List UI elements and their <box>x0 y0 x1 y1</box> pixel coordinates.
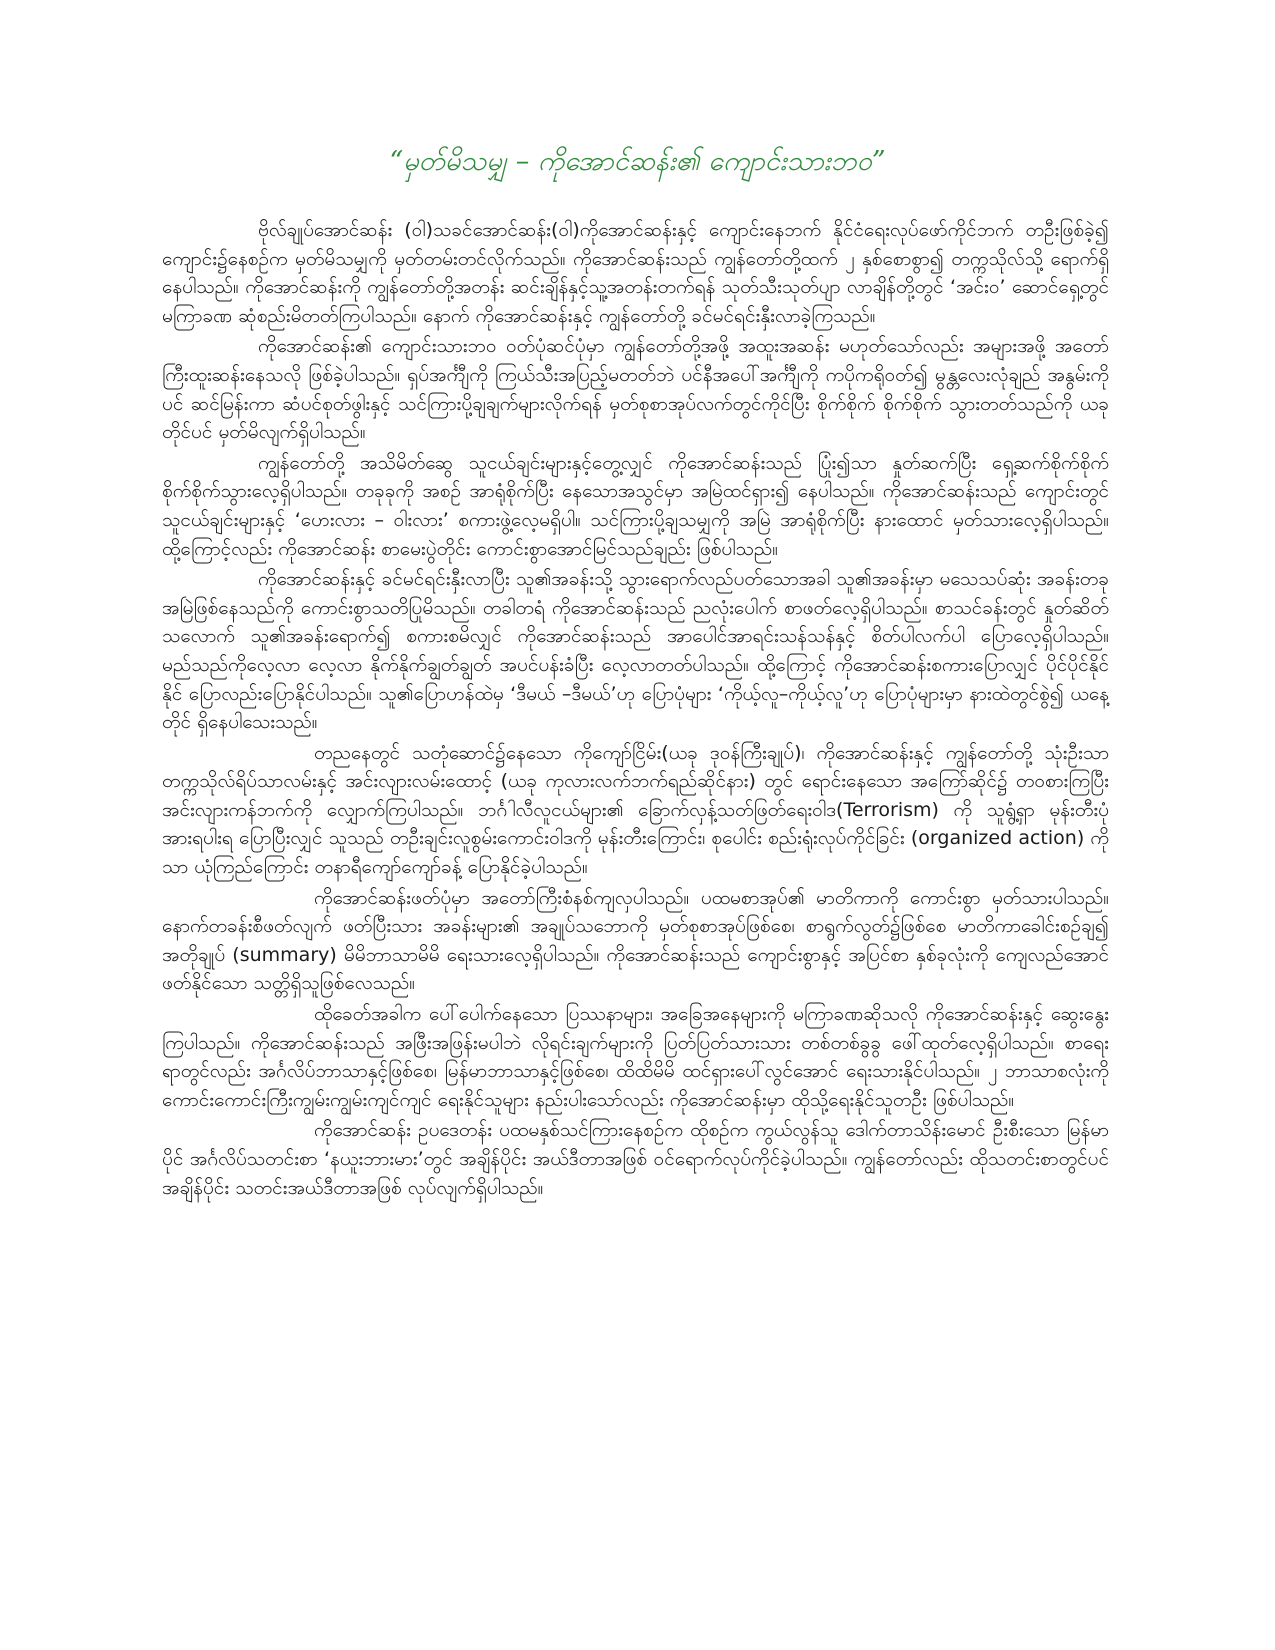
paragraph-7: ထိုခေတ်အခါက ပေါ်ပေါက်နေသော ပြဿနာများ၊ အခြေအနေများကို မကြာခဏဆိုသလို ကိုအောင်ဆန်းနှင့် ဆွေးနွေးကြပါသည်။ ကိုအောင်ဆန်းသည် အဖြီးအဖြန်းမပါဘဲ လိုရင်းချက်များကို ပြတ်ပြတ်သားသား တစ်တစ်ခွခွ ဖေါ်ထုတ်လေ့ရှိပါသည်။ စာရေးရာတွင်လည်း အင်္ဂလိပ်ဘာသာနှင့်ဖြစ်စေ၊ မြန်မာဘာသာနှင့်ဖြစ်စေ၊ ထိထိမိမိ ထင်ရှားပေါ်လွင်အောင် ရေးသားနိုင်ပါသည်။ ၂ ဘာသာစလုံးကို ကောင်းကောင်းကြီးကျွမ်းကျွမ်းကျင်ကျင် ရေးနိုင်သူများ နည်းပါးသော်လည်း ကိုအောင်ဆန်းမှာ ထိုသို့ရေးနိုင်သူတဦး ဖြစ်ပါသည်။ <box>162 1003 1109 1111</box>
paragraph-8: ကိုအောင်ဆန်း ဥပဒေတန်း ပထမနှစ်သင်ကြားနေစဉ်က ထိုစဉ်က ကွယ်လွန်သူ ဒေါက်တာသိန်းမောင် ဦးစီးသော မြန်မာပိုင် အင်္ဂလိပ်သတင်းစာ ‘နယူးဘားမား’တွင် အချိန်ပိုင်း အယ်ဒီတာအဖြစ် ဝင်ရောက်လုပ်ကိုင်ခဲ့ပါသည်။ ကျွန်တော်လည်း ထိုသတင်းစာတွင်ပင် အချိန်ပိုင်း သတင်းအယ်ဒီတာအဖြစ် လုပ်လျက်ရှိပါသည်။ <box>162 1119 1109 1199</box>
paragraph-1: ဗိုလ်ချုပ်အောင်ဆန်း (ဝါ)သခင်အောင်ဆန်း(ဝါ)ကိုအောင်ဆန်းနှင့် ကျောင်းနေဘက် နိုင်ငံရေးလုပ်ဖော်ကိုင်ဘက် တဦးဖြစ်ခဲ့၍ ကျောင်း၌နေစဉ်က မှတ်မိသမျှကို မှတ်တမ်းတင်လိုက်သည်။ ကိုအောင်ဆန်းသည် ကျွန်တော်တို့ထက် ၂ နှစ်စောစွာ၍ တက္ကသိုလ်သို့ ရောက်ရှိနေပါသည်။ ကိုအောင်ဆန်းကို ကျွန်တော်တို့အတန်း ဆင်းချိန်နှင့်သူ့အတန်းတက်ရန် သုတ်သီးသုတ်ပျာ လာချိန်တို့တွင် ‘အင်းဝ’ ဆောင်ရှေ့တွင် မကြာခဏ ဆုံစည်းမိတတ်ကြပါသည်။ နောက် ကိုအောင်ဆန်းနှင့် ကျွန်တော်တို့ ခင်မင်ရင်းနှီးလာခဲ့ကြသည်။ <box>162 219 1109 327</box>
paragraph-4: ကိုအောင်ဆန်းနှင့် ခင်မင်ရင်းနှီးလာပြီး သူ၏အခန်းသို့ သွားရောက်လည်ပတ်သောအခါ သူ၏အခန်းမှာ မသေသပ်ဆုံး အခန်းတခု အမြဲဖြစ်နေသည်ကို ကောင်းစွာသတိပြုမိသည်။ တခါတရံ ကိုအောင်ဆန်းသည် ညလုံးပေါက် စာဖတ်လေ့ရှိပါသည်။ စာသင်ခန်းတွင် နှုတ်ဆိတ်သလောက် သူ၏အခန်းရောက်၍ စကားစမိလျှင် ကိုအောင်ဆန်းသည် အာပေါင်အာရင်းသန်သန်နှင့် စိတ်ပါလက်ပါ ပြောလေ့ရှိပါသည်။ မည်သည်ကိုလေ့လာ လေ့လာ နိုက်နိုက်ချွတ်ချွတ် အပင်ပန်းခံပြီး လေ့လာတတ်ပါသည်။ ထို့ကြောင့် ကိုအောင်ဆန်းစကားပြောလျှင် ပိုင်ပိုင်နိုင်နိုင် ပြောလည်းပြောနိုင်ပါသည်။ သူ၏ပြောဟန်ထဲမှ ‘ဒီမယ် –ဒီမယ်’ဟု ပြောပုံများ ‘ကိုယ့်လူ–ကိုယ့်လူ’ဟု ပြောပုံများမှာ နားထဲတွင်စွဲ၍ ယနေ့တိုင် ရှိနေပါသေးသည်။ <box>162 568 1109 734</box>
paragraph-5: တညနေတွင် သတုံဆောင်၌နေသော ကိုကျော်ငြိမ်း(ယခု ဒုဝန်ကြီးချုပ်)၊ ကိုအောင်ဆန်းနှင့် ကျွန်တော်တို့ သုံးဦးသာ တက္ကသိုလ်ရိပ်သာလမ်းနှင့် အင်းလျားလမ်းထောင့် (ယခု ကုလားလက်ဘက်ရည်ဆိုင်နား) တွင် ရောင်းနေသော အကြော်ဆိုင်၌ တဝစားကြပြီး အင်းလျားကန်ဘက်ကို လျှောက်ကြပါသည်။ ဘင်္ဂါလီလူငယ်များ၏ ခြောက်လှန့်သတ်ဖြတ်ရေးဝါဒ(Terrorism) ကို သူရွံ့ရှာ မုန်းတီးပုံ အားရပါးရ ပြောပြီးလျှင် သူသည် တဦးချင်းလူစွမ်းကောင်းဝါဒကို မုန်းတီးကြောင်း၊ စုပေါင်း စည်းရုံးလုပ်ကိုင်ခြင်း (organized action) ကိုသာ ယုံကြည်ကြောင်း တနာရီကျော်ကျော်ခန့် ပြောနိုင်ခဲ့ပါသည်။ <box>162 741 1109 879</box>
page-title: “မှတ်မိသမျှ – ကိုအောင်ဆန်း၏ ကျောင်းသားဘဝ” <box>389 146 886 177</box>
article-body <box>162 216 1109 1204</box>
paragraph-2: ကိုအောင်ဆန်း၏ ကျောင်းသားဘဝ ဝတ်ပုံဆင်ပုံမှာ ကျွန်တော်တို့အဖို့ အထူးအဆန်း မဟုတ်သော်လည်း အများအဖို့ အတော်ကြီးထူးဆန်းနေသလို ဖြစ်ခဲ့ပါသည်။ ရှပ်အင်္ကျီကို ကြယ်သီးအပြည့်မတတ်ဘဲ ပင်နီအပေါ်အင်္ကျီကို ကပိုကရိုဝတ်၍ မွန္တလေးလုံချည် အနွမ်းကိုပင် ဆင်မြန်းကာ ဆံပင်စုတ်ဖွါးနှင့် သင်ကြားပို့ချချက်များလိုက်ရန် မှတ်စုစာအုပ်လက်တွင်ကိုင်ပြီး စိုက်စိုက် စိုက်စိုက် သွားတတ်သည်ကို ယခုတိုင်ပင် မှတ်မိလျက်ရှိပါသည်။ <box>162 335 1109 444</box>
paragraph-3: ကျွန်တော်တို့ အသိမိတ်ဆွေ သူငယ်ချင်းများနှင့်တွေ့လျှင် ကိုအောင်ဆန်းသည် ပြုံး၍သာ နှုတ်ဆက်ပြီး ရှေ့ဆက်စိုက်စိုက် စိုက်စိုက်သွားလေ့ရှိပါသည်။ တခုခုကို အစဉ် အာရုံစိုက်ပြီး နေသောအသွင်မှာ အမြဲထင်ရှား၍ နေပါသည်။ ကိုအောင်ဆန်းသည် ကျောင်းတွင် သူငယ်ချင်းများနှင့် ‘ဟေးလား – ဝါးလား’ စကားဖွဲ့လေ့မရှိပါ။ သင်ကြားပို့ချသမျှကို အမြဲ အာရုံစိုက်ပြီး နားထောင် မှတ်သားလေ့ရှိပါသည်။ ထို့ကြောင့်လည်း ကိုအောင်ဆန်း စာမေးပွဲတိုင်း ကောင်းစွာအောင်မြင်သည်ချည်း ဖြစ်ပါသည်။ <box>162 451 1109 560</box>
paragraph-6: ကိုအောင်ဆန်းဖတ်ပုံမှာ အတော်ကြီးစံနစ်ကျလှပါသည်။ ပထမစာအုပ်၏ မာတိကာကို ကောင်းစွာ မှတ်သားပါသည်။ နောက်တခန်းစီဖတ်လျက် ဖတ်ပြီးသား အခန်းများ၏ အချုပ်သဘောကို မှတ်စုစာအုပ်ဖြစ်စေ၊ စာရွက်လွတ်၌ဖြစ်စေ မာတိကာခေါင်းစဉ်ချ၍ အတိုချုပ် (summary) မိမိဘာသာမိမိ ရေးသားလေ့ရှိပါသည်။ ကိုအောင်ဆန်းသည် ကျောင်းစွာနှင့် အပြင်စာ နှစ်ခုလုံးကို ကျေလည်အောင် ဖတ်နိုင်သော သတ္တိရှိသူဖြစ်လေသည်။ <box>162 886 1109 995</box>
